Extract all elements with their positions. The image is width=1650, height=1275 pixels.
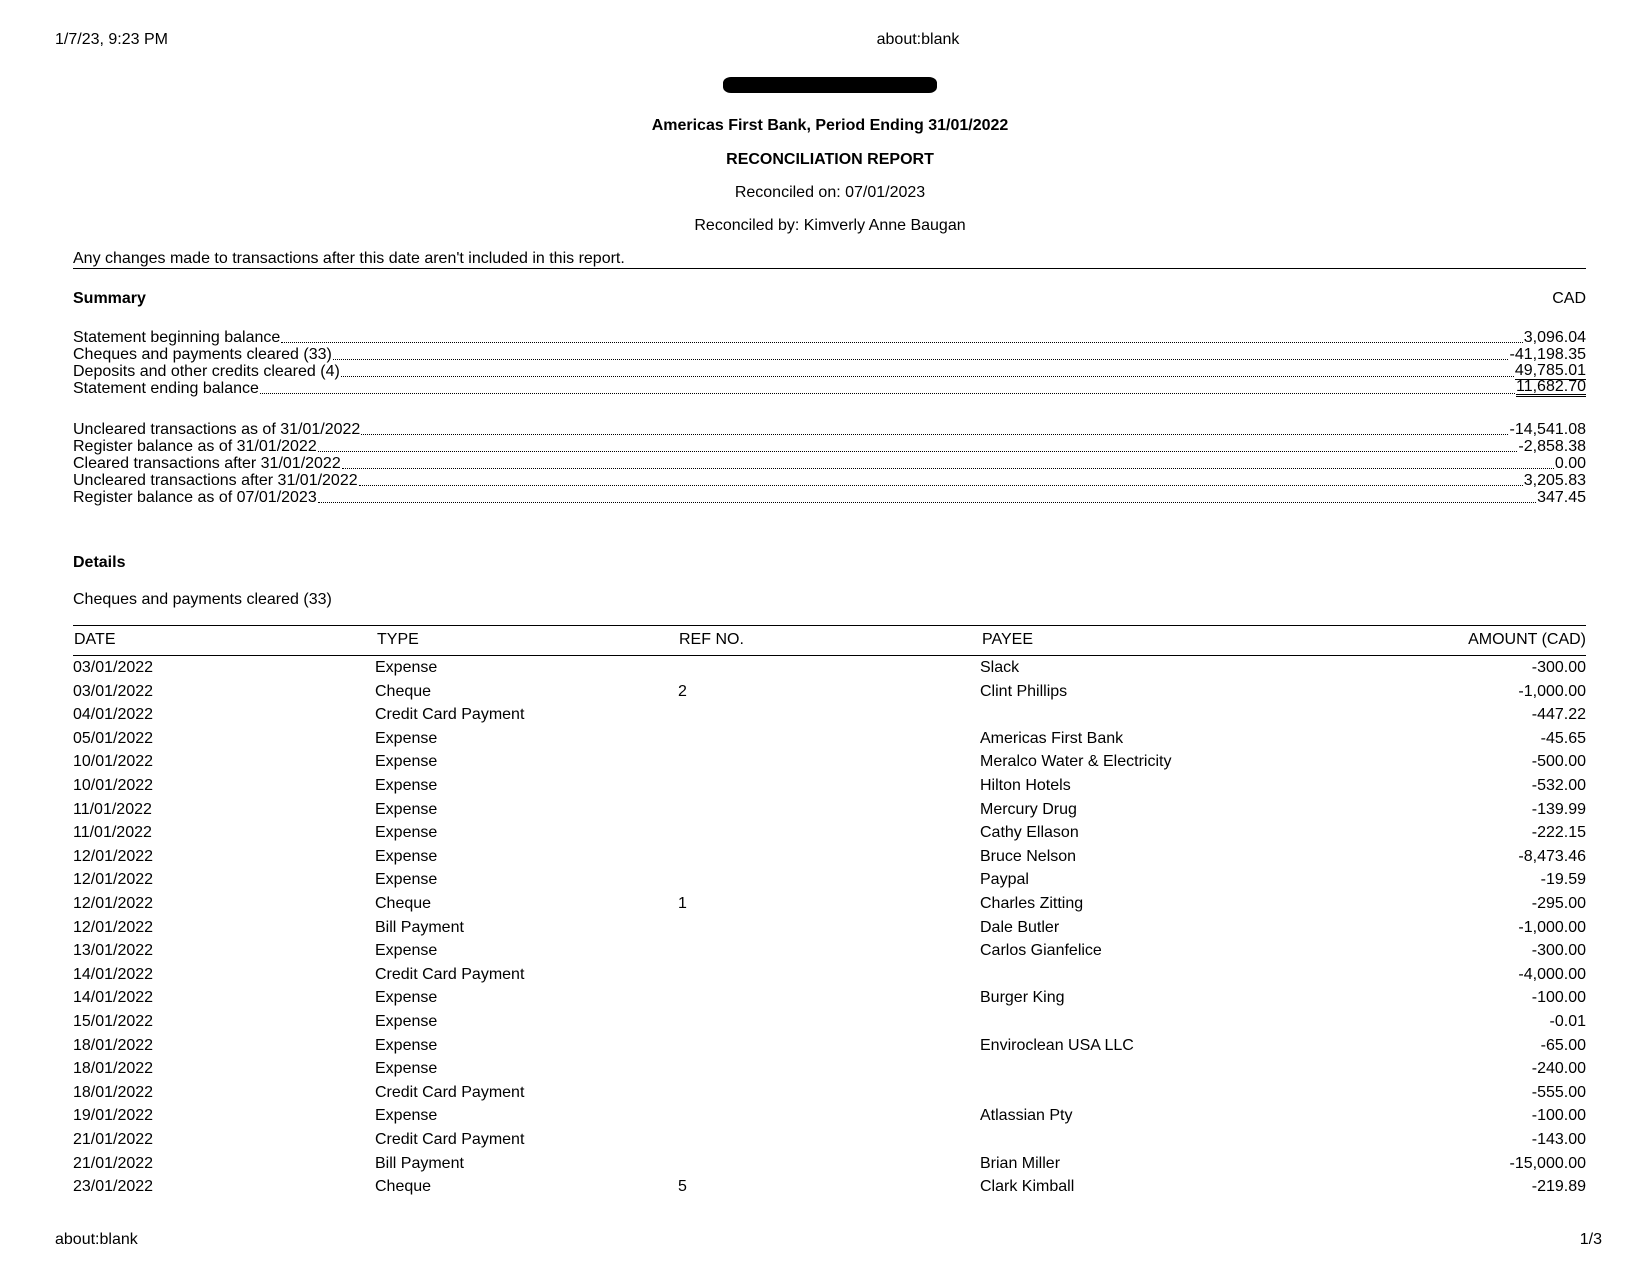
column-header-amount: AMOUNT (CAD) [1468,631,1586,648]
leader-dots [359,485,1523,486]
cell-date: 12/01/2022 [73,871,154,889]
leader-dots [281,342,1522,343]
summary-row-cleared-after [73,455,1586,472]
cell-ref-no: 1 [678,895,687,912]
cell-type: Expense [375,847,438,865]
cell-date: 19/01/2022 [73,1107,154,1125]
details-subheading: Cheques and payments cleared (33) [73,591,332,608]
cell-amount: -295.00 [1531,895,1586,912]
cell-type: Expense [375,1013,438,1030]
cell-date: 12/01/2022 [73,847,154,865]
table-row [73,1013,1586,1037]
cell-amount: -555.00 [1531,1083,1586,1101]
print-page-title: about:blank [876,31,960,48]
cell-date: 21/01/2022 [73,1154,154,1172]
table-row [73,942,1586,966]
summary-label: Register balance as of 31/01/2022 [73,438,317,455]
table-row [73,1060,1586,1084]
summary-row-ending-balance [73,380,1586,397]
currency-label: CAD [1552,290,1586,307]
cell-date: 12/01/2022 [73,895,154,912]
summary-row-beginning-balance [73,329,1586,346]
summary-label: Uncleared transactions as of 31/01/2022 [73,421,361,438]
table-row [73,824,1586,848]
cell-amount: -45.65 [1540,729,1586,747]
cell-payee: Charles Zitting [980,895,1084,912]
summary-label: Statement beginning balance [73,329,281,346]
cell-amount: -65.00 [1540,1036,1586,1054]
cell-type: Expense [375,1060,438,1078]
leader-dots [341,376,1514,377]
column-header-ref: REF NO. [679,631,744,648]
table-top-rule [73,625,1586,626]
notice-divider [73,268,1586,269]
cell-date: 18/01/2022 [73,1060,154,1078]
table-row [73,919,1586,943]
cell-amount: -143.00 [1531,1131,1586,1148]
cell-payee: Cathy Ellason [980,824,1079,842]
cell-amount: -240.00 [1531,1060,1586,1078]
column-header-payee: PAYEE [982,631,1033,648]
print-footer-url: about:blank [55,1231,138,1248]
leader-dots [318,502,1536,503]
table-row [73,777,1586,801]
cell-amount: -300.00 [1531,659,1586,676]
cell-amount: -4,000.00 [1518,965,1586,983]
cell-amount: -500.00 [1531,753,1586,771]
cell-date: 15/01/2022 [73,1013,154,1030]
cell-payee: Americas First Bank [980,729,1124,747]
table-row [73,848,1586,872]
details-heading: Details [73,554,126,571]
cell-date: 23/01/2022 [73,1178,154,1196]
cell-type: Expense [375,1107,438,1125]
leader-dots [318,451,1518,452]
cell-payee: Clint Phillips [980,682,1068,700]
cell-date: 21/01/2022 [73,1131,154,1148]
table-row [73,1131,1586,1155]
summary-row-deposits-cleared [73,363,1586,380]
column-header-type: TYPE [377,631,419,648]
cell-date: 14/01/2022 [73,965,154,983]
cell-amount: -1,000.00 [1518,682,1586,700]
cell-type: Expense [375,753,438,771]
cell-payee: Dale Butler [980,918,1060,936]
summary-label: Cheques and payments cleared (33) [73,346,332,363]
cell-type: Expense [375,777,438,794]
cell-payee: Atlassian Pty [980,1107,1073,1125]
summary-amount: 49,785.01 [1514,362,1586,379]
cell-type: Expense [375,871,438,889]
leader-dots [361,434,1508,435]
cell-type: Credit Card Payment [375,1083,525,1101]
cell-payee: Slack [980,659,1020,676]
cell-date: 10/01/2022 [73,777,154,794]
cell-amount: -532.00 [1531,777,1586,794]
summary-label: Cleared transactions after 31/01/2022 [73,455,341,472]
summary-label: Statement ending balance [73,380,259,397]
report-title: RECONCILIATION REPORT [726,151,934,168]
summary-label: Uncleared transactions after 31/01/2022 [73,472,358,489]
cell-ref-no: 5 [678,1178,687,1196]
summary-row-uncleared-as-of [73,421,1586,438]
table-row [73,1155,1586,1179]
cell-type: Bill Payment [375,1154,464,1172]
summary-amount: 347.45 [1537,489,1586,506]
cell-type: Cheque [375,895,432,912]
summary-amount: 0.00 [1554,455,1586,472]
cell-payee: Paypal [980,871,1029,889]
cell-date: 11/01/2022 [73,824,152,842]
cell-type: Expense [375,824,438,842]
table-row [73,966,1586,990]
print-page-number: 1/3 [1579,1231,1602,1248]
cell-amount: -1,000.00 [1518,918,1586,936]
reconciled-on: Reconciled on: 07/01/2023 [734,184,926,201]
summary-amount: -14,541.08 [1509,421,1586,438]
cell-payee: Bruce Nelson [980,847,1077,865]
cell-date: 14/01/2022 [73,989,154,1007]
summary-heading: Summary [73,290,146,307]
table-row [73,1084,1586,1108]
table-row [73,753,1586,777]
table-row [73,895,1586,919]
cell-date: 13/01/2022 [73,942,154,960]
summary-label: Deposits and other credits cleared (4) [73,363,340,380]
leader-dots [342,468,1554,469]
cell-type: Expense [375,1036,438,1054]
table-row [73,730,1586,754]
leader-dots [333,359,1509,360]
table-row [73,683,1586,707]
leader-dots [260,393,1515,394]
cell-type: Credit Card Payment [375,706,525,724]
cell-date: 03/01/2022 [73,682,154,700]
redacted-company-name: European Retail Services [723,77,937,93]
table-row [73,801,1586,825]
cell-date: 05/01/2022 [73,729,154,747]
cell-amount: -300.00 [1531,942,1586,960]
cell-date: 18/01/2022 [73,1083,154,1101]
cell-payee: Burger King [980,989,1065,1007]
cell-amount: -100.00 [1531,1107,1586,1125]
cell-amount: -8,473.46 [1518,847,1586,865]
cell-payee: Hilton Hotels [980,777,1071,794]
cell-type: Cheque [375,682,432,700]
table-row [73,989,1586,1013]
table-row [73,1107,1586,1131]
cell-type: Expense [375,659,438,676]
table-row [73,1037,1586,1061]
cell-amount: -19.59 [1540,871,1586,889]
cell-type: Credit Card Payment [375,1131,525,1148]
cell-amount: -15,000.00 [1509,1154,1586,1172]
cell-type: Expense [375,942,438,960]
cell-type: Cheque [375,1178,432,1196]
cell-amount: -0.01 [1549,1013,1586,1030]
table-header-rule [73,655,1586,656]
summary-amount: -41,198.35 [1509,346,1586,363]
report-notice: Any changes made to transactions after this date aren't included in this report. [73,250,625,267]
cell-amount: -100.00 [1531,989,1586,1007]
cell-ref-no: 2 [678,682,687,700]
summary-row-register-balance-current [73,489,1586,506]
cell-type: Expense [375,989,438,1007]
table-row [73,659,1586,683]
cell-date: 18/01/2022 [73,1036,154,1054]
cell-type: Expense [375,729,438,747]
summary-label: Register balance as of 07/01/2023 [73,489,317,506]
cell-amount: -139.99 [1531,800,1586,818]
cell-date: 11/01/2022 [73,800,152,818]
cell-type: Bill Payment [375,918,464,936]
cell-payee: Meralco Water & Electricity [980,753,1172,771]
summary-amount: 3,205.83 [1523,472,1586,489]
cell-amount: -447.22 [1531,706,1586,724]
table-row [73,1178,1586,1202]
cell-payee: Enviroclean USA LLC [980,1036,1134,1054]
summary-row-uncleared-after [73,472,1586,489]
cell-payee: Mercury Drug [980,800,1077,818]
summary-row-register-balance-period [73,438,1586,455]
cell-type: Credit Card Payment [375,965,525,983]
cell-amount: -222.15 [1531,824,1586,842]
summary-amount: 11,682.70 [1516,378,1586,395]
print-datetime: 1/7/23, 9:23 PM [55,31,168,48]
cell-payee: Carlos Gianfelice [980,942,1102,960]
cell-type: Expense [375,800,438,818]
cell-payee: Clark Kimball [980,1178,1075,1196]
cell-amount: -219.89 [1531,1178,1586,1196]
summary-amount: 3,096.04 [1523,329,1586,346]
table-row [73,871,1586,895]
summary-row-cheques-cleared [73,346,1586,363]
table-row [73,706,1586,730]
cell-payee: Brian Miller [980,1154,1061,1172]
summary-amount: -2,858.38 [1518,438,1586,455]
cell-date: 12/01/2022 [73,918,154,936]
cell-date: 10/01/2022 [73,753,154,771]
cell-date: 03/01/2022 [73,659,154,676]
column-header-date: DATE [74,631,116,648]
reconciled-by: Reconciled by: Kimverly Anne Baugan [694,217,966,234]
bank-period-title: Americas First Bank, Period Ending 31/01/2022 [651,117,1009,134]
cell-date: 04/01/2022 [73,706,154,724]
